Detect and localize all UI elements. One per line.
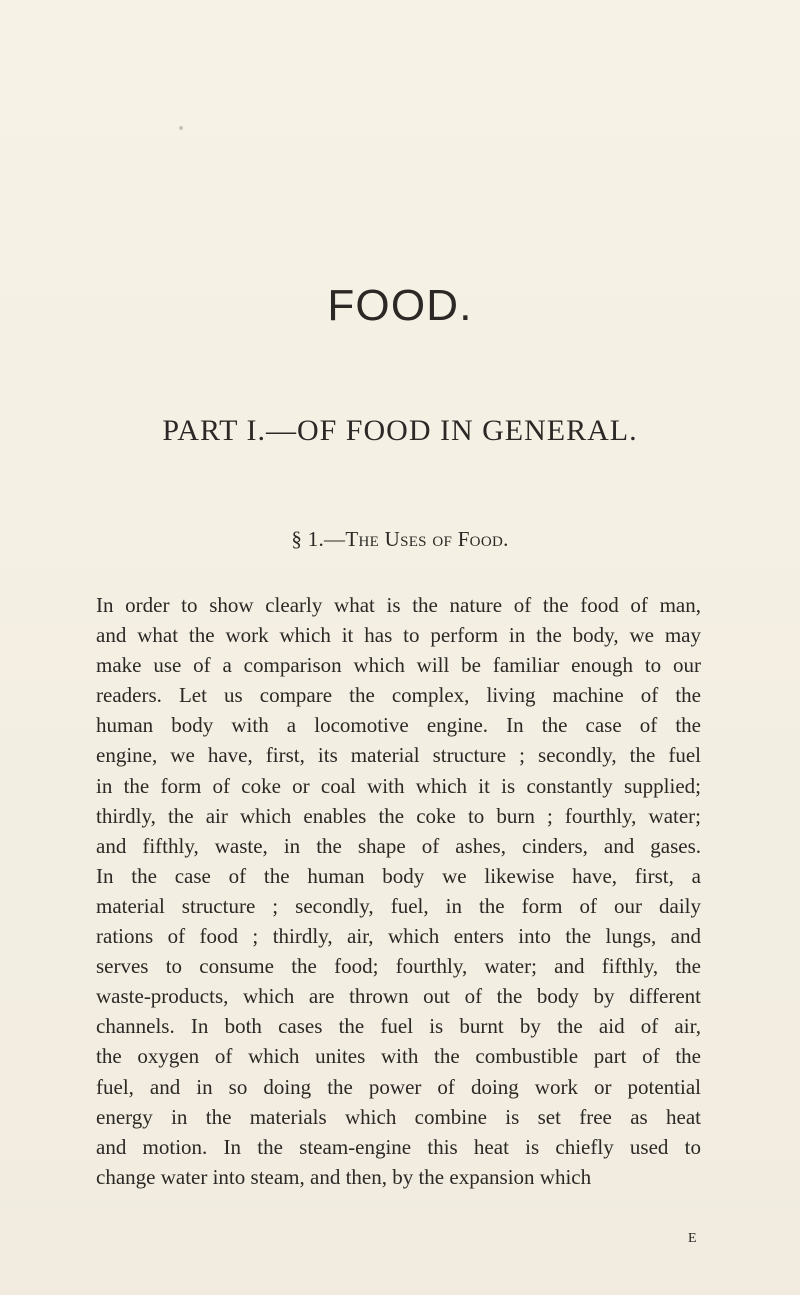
body-line-18: energy in the materials which combine is set free as heat — [96, 1104, 701, 1129]
body-line-11: material structure ; secondly, fuel, in the form of our daily — [96, 893, 701, 918]
body-line-9: and fifthly, waste, in the shape of ashes, cinders, and gases. — [96, 833, 701, 858]
body-line-13: serves to consume the food; fourthly, water; and fifthly, the — [96, 954, 701, 979]
body-line-16: the oxygen of which unites with the combustible part of the — [96, 1044, 701, 1069]
body-line-14: waste-products, which are thrown out of the body by different — [96, 984, 701, 1009]
page-speck — [179, 126, 183, 130]
body-line-20: change water into steam, and then, by the expansion which — [96, 1164, 592, 1189]
body-line-7: in the form of coke or coal with which it is constantly supplied; — [96, 773, 701, 798]
body-line-12: rations of food ; thirdly, air, which enters into the lungs, and — [96, 924, 701, 949]
body-line-19: and motion. In the steam-engine this heat is chiefly used to — [96, 1134, 701, 1159]
body-line-15: channels. In both cases the fuel is burnt by the aid of air, — [96, 1014, 701, 1039]
body-line-8: thirdly, the air which enables the coke to burn ; fourthly, water; — [96, 803, 701, 828]
body-line-1: In order to show clearly what is the nature of the food of man, — [96, 593, 701, 617]
body-line-10: In the case of the human body we likewise have, first, a — [96, 863, 701, 888]
signature-mark: E — [688, 1231, 697, 1246]
body-paragraph — [96, 590, 701, 1192]
body-line-17: fuel, and in so doing the power of doing work or potential — [96, 1074, 701, 1099]
body-line-4: readers. Let us compare the complex, living machine of the — [96, 683, 701, 708]
page-title: FOOD. — [327, 281, 473, 330]
body-line-6: engine, we have, first, its material structure ; secondly, the fuel — [96, 743, 701, 768]
body-line-3: make use of a comparison which will be familiar enough to our — [96, 653, 701, 678]
body-line-5: human body with a locomotive engine. In the case of the — [96, 713, 701, 738]
body-line-2: and what the work which it has to perform in the body, we may — [96, 623, 701, 648]
section-heading: § 1.—The Uses of Food. — [291, 527, 509, 551]
part-heading: PART I.—OF FOOD IN GENERAL. — [162, 414, 638, 447]
